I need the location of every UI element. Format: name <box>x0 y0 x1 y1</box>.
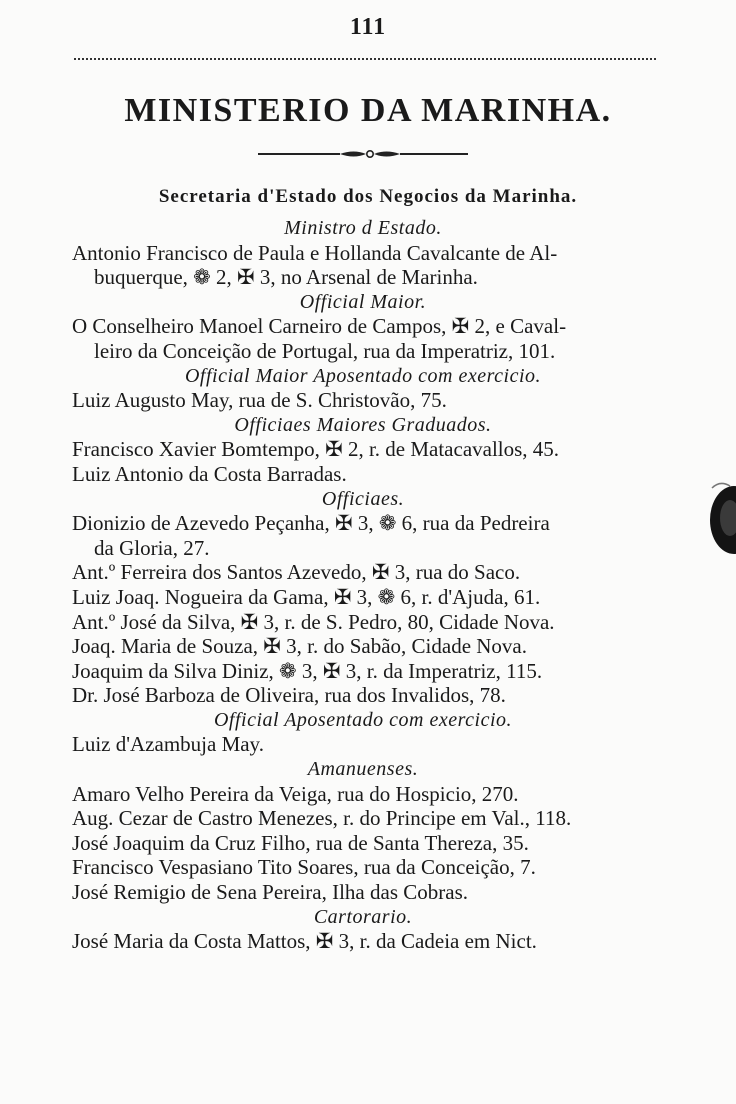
page-edge-mark <box>690 470 736 570</box>
directory-entry <box>72 511 654 560</box>
ministry-title: MINISTERIO DA MARINHA. <box>124 92 612 129</box>
entry-line: Joaquim da Silva Diniz, ❁ 3, ✠ 3, r. da Imperatriz, 115. <box>72 658 543 683</box>
entry-line: O Conselheiro Manoel Carneiro de Campos, ✠ 2, e Caval- <box>72 314 567 339</box>
section-heading: Ministro d Estado. <box>284 217 442 239</box>
entry-line: Ant.º José da Silva, ✠ 3, r. de S. Pedro, 80, Cidade Nova. <box>72 609 555 634</box>
entry-line: Francisco Xavier Bomtempo, ✠ 2, r. de Matacavallos, 45. <box>72 437 560 462</box>
entry-line: leiro da Conceição de Portugal, rua da Imperatriz, 101. <box>94 338 556 363</box>
ornamental-divider <box>258 146 468 162</box>
entry-line: buquerque, ❁ 2, ✠ 3, no Arsenal de Marinha. <box>94 265 478 290</box>
directory-entry <box>72 683 654 708</box>
directory-entry <box>72 855 654 880</box>
entry-line: Luiz Joaq. Nogueira da Gama, ✠ 3, ❁ 6, r. d'Ajuda, 61. <box>72 584 541 609</box>
entry-line: José Maria da Costa Mattos, ✠ 3, r. da Cadeia em Nict. <box>72 929 537 954</box>
entry-line: Luiz Antonio da Costa Barradas. <box>72 461 347 486</box>
entry-line: Dr. José Barboza de Oliveira, rua dos Invalidos, 78. <box>72 683 506 708</box>
entry-line: Francisco Vespasiano Tito Soares, rua da Conceição, 7. <box>72 855 536 880</box>
directory-entry <box>72 388 654 413</box>
page-number: 111 <box>349 14 387 40</box>
entry-line: Joaq. Maria de Souza, ✠ 3, r. do Sabão, Cidade Nova. <box>72 634 527 659</box>
entry-line: Luiz Augusto May, rua de S. Christovão, 75. <box>72 388 447 413</box>
entry-line: da Gloria, 27. <box>94 535 210 560</box>
directory-entry <box>72 929 654 954</box>
directory-entry <box>72 314 654 363</box>
directory-entry <box>72 610 654 635</box>
directory-entry <box>72 659 654 684</box>
entry-line: Amaro Velho Pereira da Veiga, rua do Hospicio, 270. <box>72 781 519 806</box>
entry-line: Luiz d'Azambuja May. <box>72 732 264 757</box>
directory-entry <box>72 560 654 585</box>
directory-entry <box>72 241 654 290</box>
section-heading: Official Aposentado com exercicio. <box>213 708 513 731</box>
directory-entry <box>72 437 654 462</box>
top-rule <box>74 58 656 60</box>
department-heading: Secretaria d'Estado dos Negocios da Marinha. <box>158 186 578 207</box>
entry-line: Aug. Cezar de Castro Menezes, r. do Principe em Val., 118. <box>72 806 572 831</box>
section-heading: Official Maior Aposentado com exercicio. <box>184 364 542 387</box>
directory-entry <box>72 462 654 487</box>
entry-line: Dionizio de Azevedo Peçanha, ✠ 3, ❁ 6, rua da Pedreira <box>72 511 550 536</box>
section-heading: Officiaes. <box>321 487 405 510</box>
entry-line: José Remigio de Sena Pereira, Ilha das Cobras. <box>72 880 468 905</box>
section-heading: Officiaes Maiores Graduados. <box>234 413 492 436</box>
entry-line: Ant.º Ferreira dos Santos Azevedo, ✠ 3, rua do Saco. <box>72 560 521 585</box>
directory-entry <box>72 806 654 831</box>
directory-entry <box>72 585 654 610</box>
directory-entry <box>72 880 654 905</box>
entry-line: Antonio Francisco de Paula e Hollanda Cavalcante de Al- <box>72 240 558 265</box>
directory-entry <box>72 634 654 659</box>
section-heading: Official Maior. <box>299 290 427 313</box>
directory-entry <box>72 831 654 856</box>
entry-line: José Joaquim da Cruz Filho, rua de Santa Thereza, 35. <box>72 830 529 855</box>
section-heading: Amanuenses. <box>307 758 419 781</box>
directory-entry <box>72 732 654 757</box>
directory-listing <box>72 216 654 954</box>
section-heading: Cartorario. <box>313 905 413 928</box>
directory-entry <box>72 782 654 807</box>
